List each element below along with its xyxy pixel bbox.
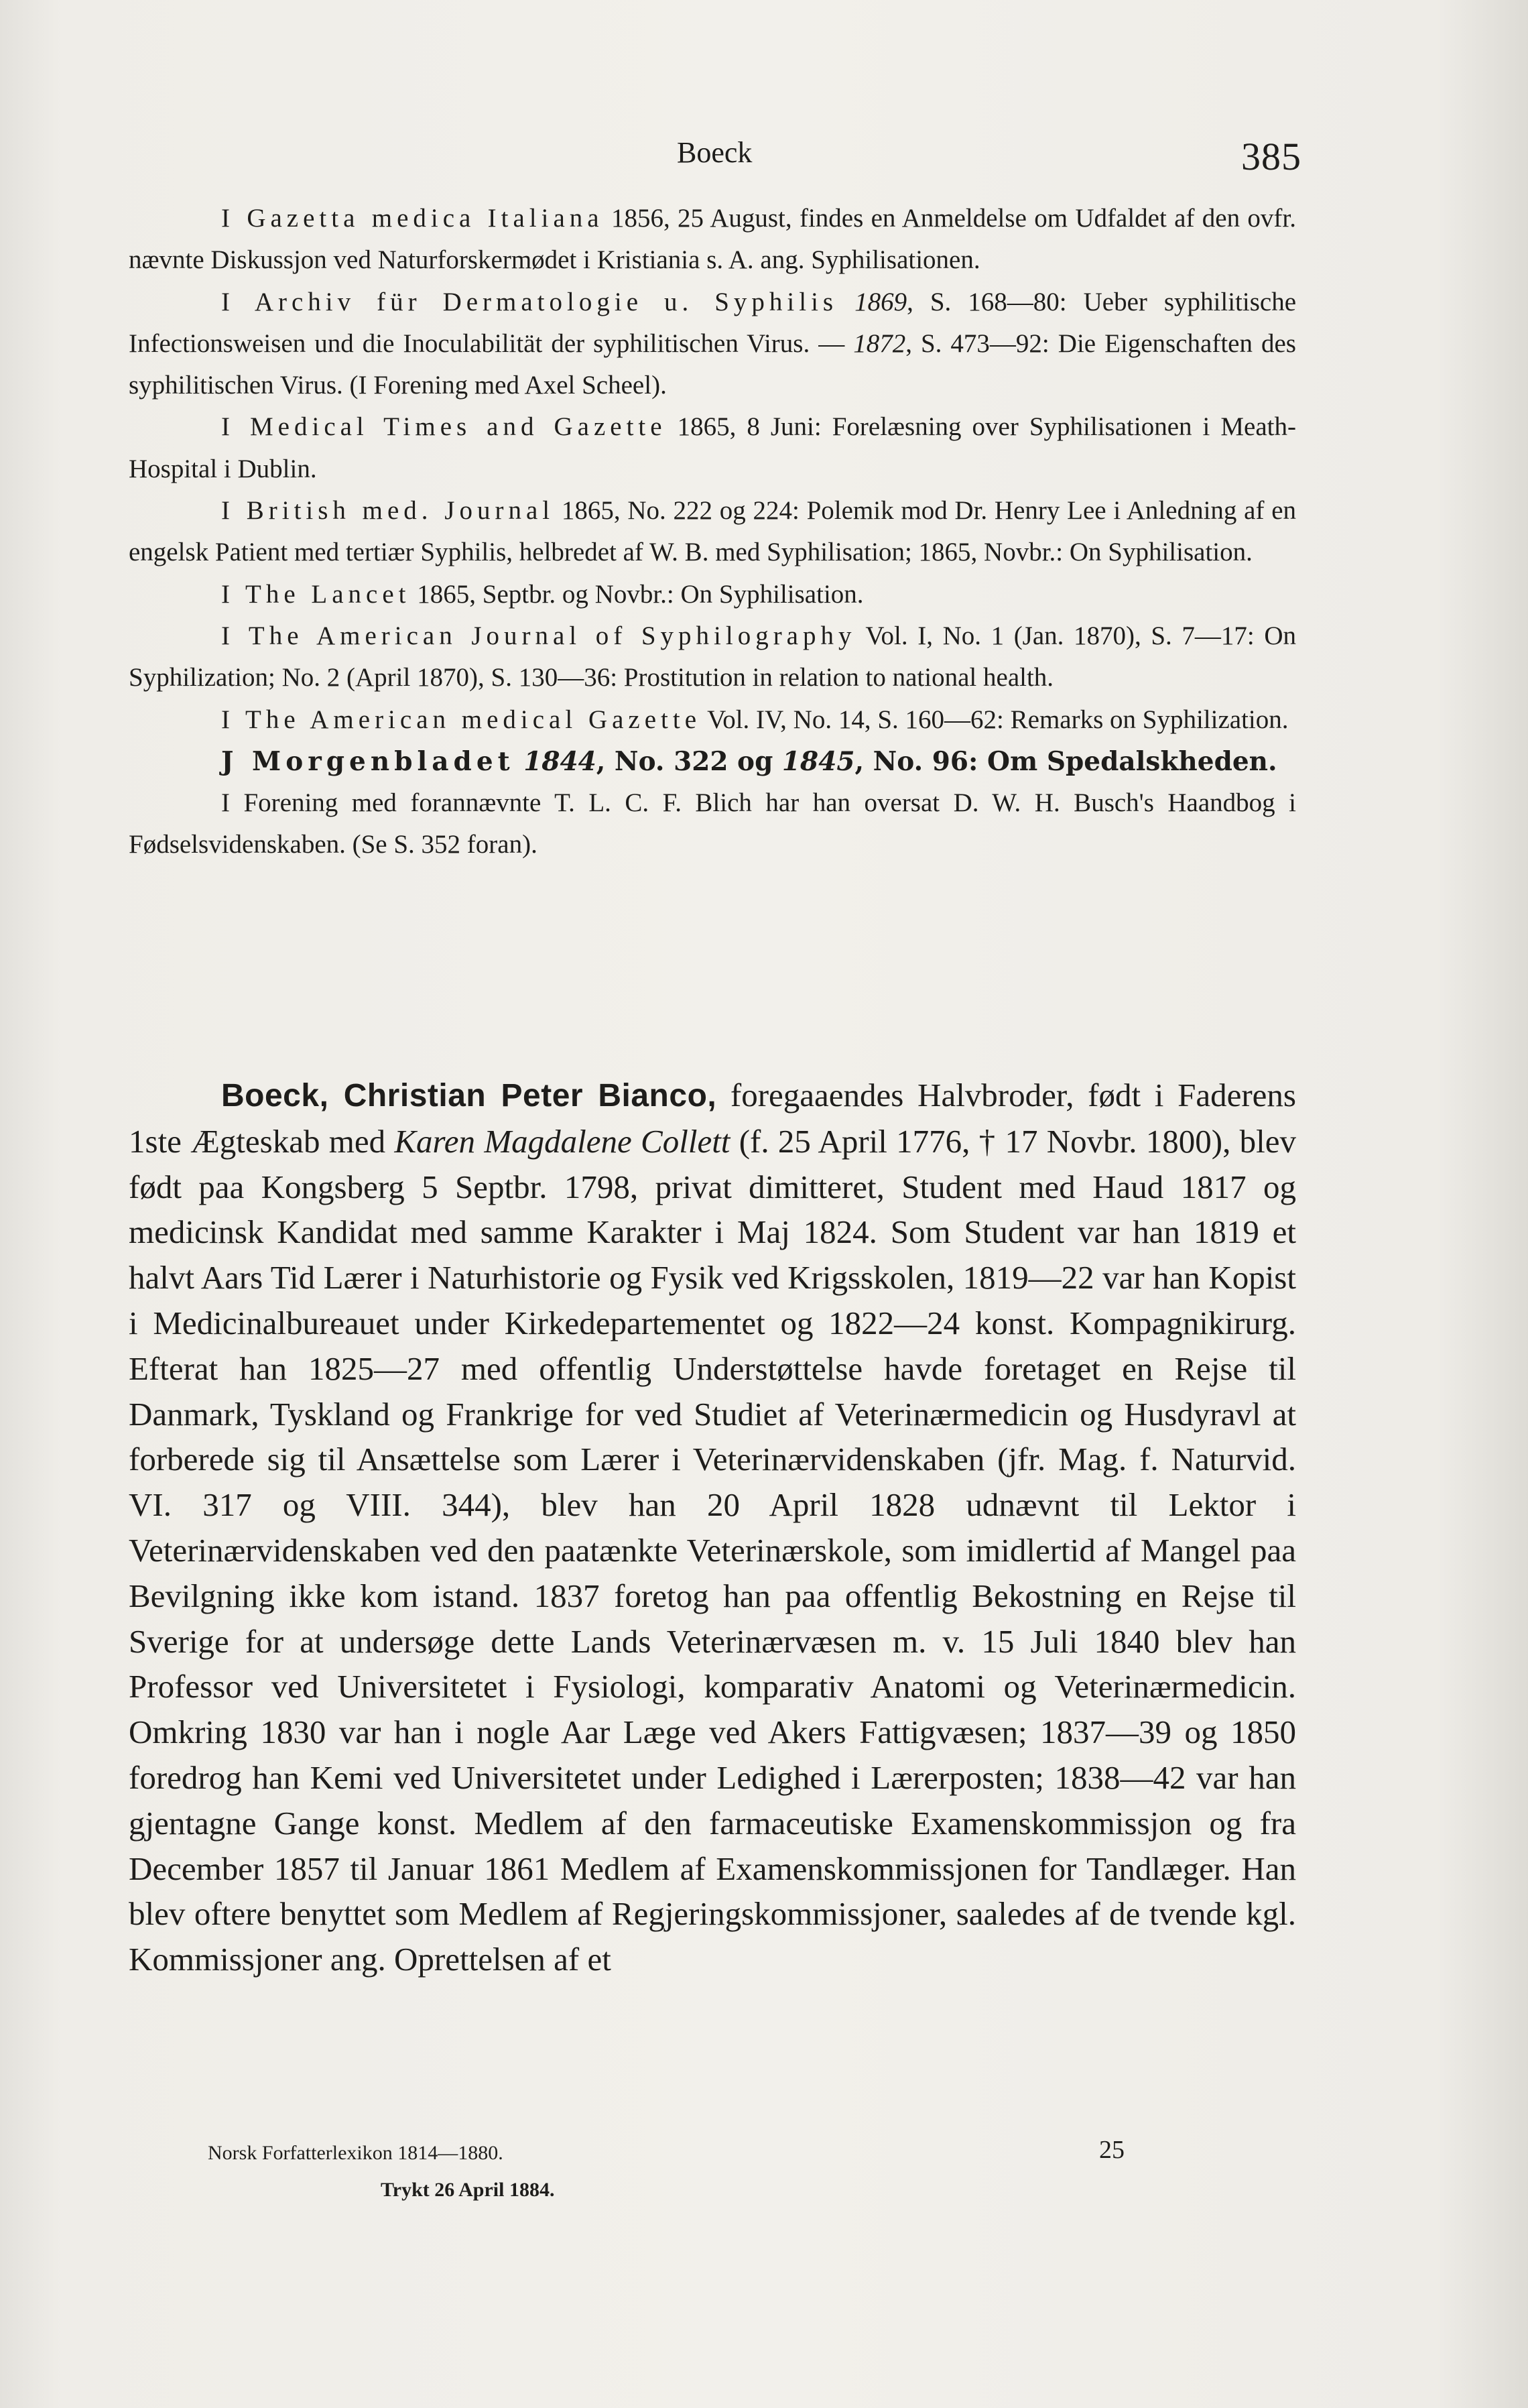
page-header bbox=[0, 127, 1528, 181]
mother-name: Karen Magdalene Collett bbox=[394, 1122, 730, 1160]
running-head: Boeck bbox=[677, 136, 753, 169]
biography-entry bbox=[129, 1073, 1296, 1982]
source-title: I The Lancet bbox=[221, 579, 411, 609]
source-title: I Gazetta medica Italiana bbox=[221, 204, 604, 233]
bibliography-entry: I The American Journal of Syphilography Vol. I, No. 1 (Jan. 1870), S. 7—17: On Syphilization; No. 2 (April 1870), S. 130—36: Prostitution in relation to national health. bbox=[129, 621, 1297, 693]
bibliography-entry: I Medical Times and Gazette 1865, 8 Juni: Forelæsning over Syphilisationen i Meath-Hospital i Dublin. bbox=[129, 412, 1296, 483]
source-title: I The American Journal of Syphilography bbox=[221, 621, 856, 650]
source-title: I Archiv für Dermatologie u. Syphilis bbox=[221, 287, 838, 316]
bibliography-entry: I The Lancet 1865, Septbr. og Novbr.: On Syphilisation. bbox=[221, 579, 864, 609]
bibliography-entry: I British med. Journal 1865, No. 222 og 224: Polemik mod Dr. Henry Lee i Anledning af en engelsk Patient med tertiær Syphilis, helbredet af W. B. med Syphilisation; 1865, Novbr.: On Syphilisation. bbox=[129, 496, 1296, 567]
bibliography-entry-fraktur: J Morgenbladet 1844, No. 322 og 1845, No. 96: Om Spedalskheden. bbox=[221, 745, 1277, 777]
page-number: 385 bbox=[1241, 135, 1301, 178]
biography-paragraph: Boeck, Christian Peter Bianco, foregaaendes Halvbroder, født i Faderens 1ste Ægteskab med Karen Magdalene Collett (f. 25 April 1776, † 17 Novbr. 1800), blev født paa Kongsberg 5 Septbr. 1798, privat dimitteret, Student med Haud 1817 og medicinsk Kandidat med samme Karakter i Maj 1824. Som Student var han 1819 et halvt Aars Tid Lærer i Naturhistorie og Fysik ved Krigsskolen, 1819—22 var han Kopist i Medicinalbureauet under Kirkedepartementet og 1822—24 konst. Kompagnikirurg. Efterat han 1825—27 med offentlig Understøttelse havde foretaget en Rejse til Danmark, Tyskland og Frankrige for ved Studiet af Veterinærmedicin og Husdyravl at forberede sig til Ansættelse som Lærer i Veterinærvidenskaben (jfr. Mag. f. Naturvid. VI. 317 og VIII. 344), blev han 20 April 1828 udnævnt til Lektor i Veterinærvidenskaben ved den paatænkte Veterinærskole, som imidlertid af Mangel paa Bevilgning ikke kom istand. 1837 foretog han paa offentlig Bekostning en Rejse til Sverige for at undersøge dette Lands Veterinærvæsen m. v. 15 Juli 1840 blev han Professor ved Universitetet i Fysiologi, komparativ Anatomi og Veterinærmedicin. Omkring 1830 var han i nogle Aar Læge ved Akers Fattigvæsen; 1837—39 og 1850 foredrog han Kemi ved Universitetet under Ledighed i Lærerposten; 1838—42 var han gjentagne Gange konst. Medlem af den farmaceutiske Examenskommissjon og fra December 1857 til Januar 1861 Medlem af Examenskommissjonen for Tandlæger. Han blev oftere benyttet som Medlem af Regjeringskommissjoner, saaledes af de tvende kgl. Kommissjoner ang. Oprettelsen af et bbox=[129, 1077, 1297, 1978]
bibliography-section bbox=[129, 198, 1296, 866]
bibliography-entry: I Gazetta medica Italiana 1856, 25 August, findes en Anmeldelse om Udfaldet af den ovfr. nævnte Diskussjon ved Naturforskermødet i Kristiania s. A. ang. Syphilisationen. bbox=[129, 204, 1297, 275]
bibliography-note: I Forening med forannævnte T. L. C. F. Blich har han oversat D. W. H. Busch's Haandbog i Fødselsvidenskaben. (Se S. 352 foran). bbox=[129, 788, 1296, 859]
sheet-number: 25 bbox=[1099, 2136, 1125, 2164]
source-title: I The American medical Gazette bbox=[221, 705, 702, 734]
source-title: I Medical Times and Gazette bbox=[221, 412, 667, 442]
page-footer bbox=[208, 2135, 1146, 2175]
person-name: Boeck, Christian Peter Bianco, bbox=[221, 1078, 717, 1113]
bibliography-entry: I Archiv für Dermatologie u. Syphilis 1869, S. 168—80: Ueber syphilitische Infectionsweisen und die Inoculabilität der syphilitischen Virus. — 1872, S. 473—92: Die Eigenschaften des syphilitischen Virus. (I Forening med Axel Scheel). bbox=[129, 287, 1297, 400]
source-title: I British med. Journal bbox=[221, 496, 555, 526]
bibliography-entry: I The American medical Gazette Vol. IV, No. 14, S. 160—62: Remarks on Syphilization. bbox=[221, 705, 1289, 734]
sheet-signature: Norsk Forfatterlexikon 1814—1880. bbox=[208, 2142, 503, 2164]
print-date: Trykt 26 April 1884. bbox=[381, 2179, 555, 2201]
source-title: J Morgenbladet bbox=[221, 745, 515, 777]
